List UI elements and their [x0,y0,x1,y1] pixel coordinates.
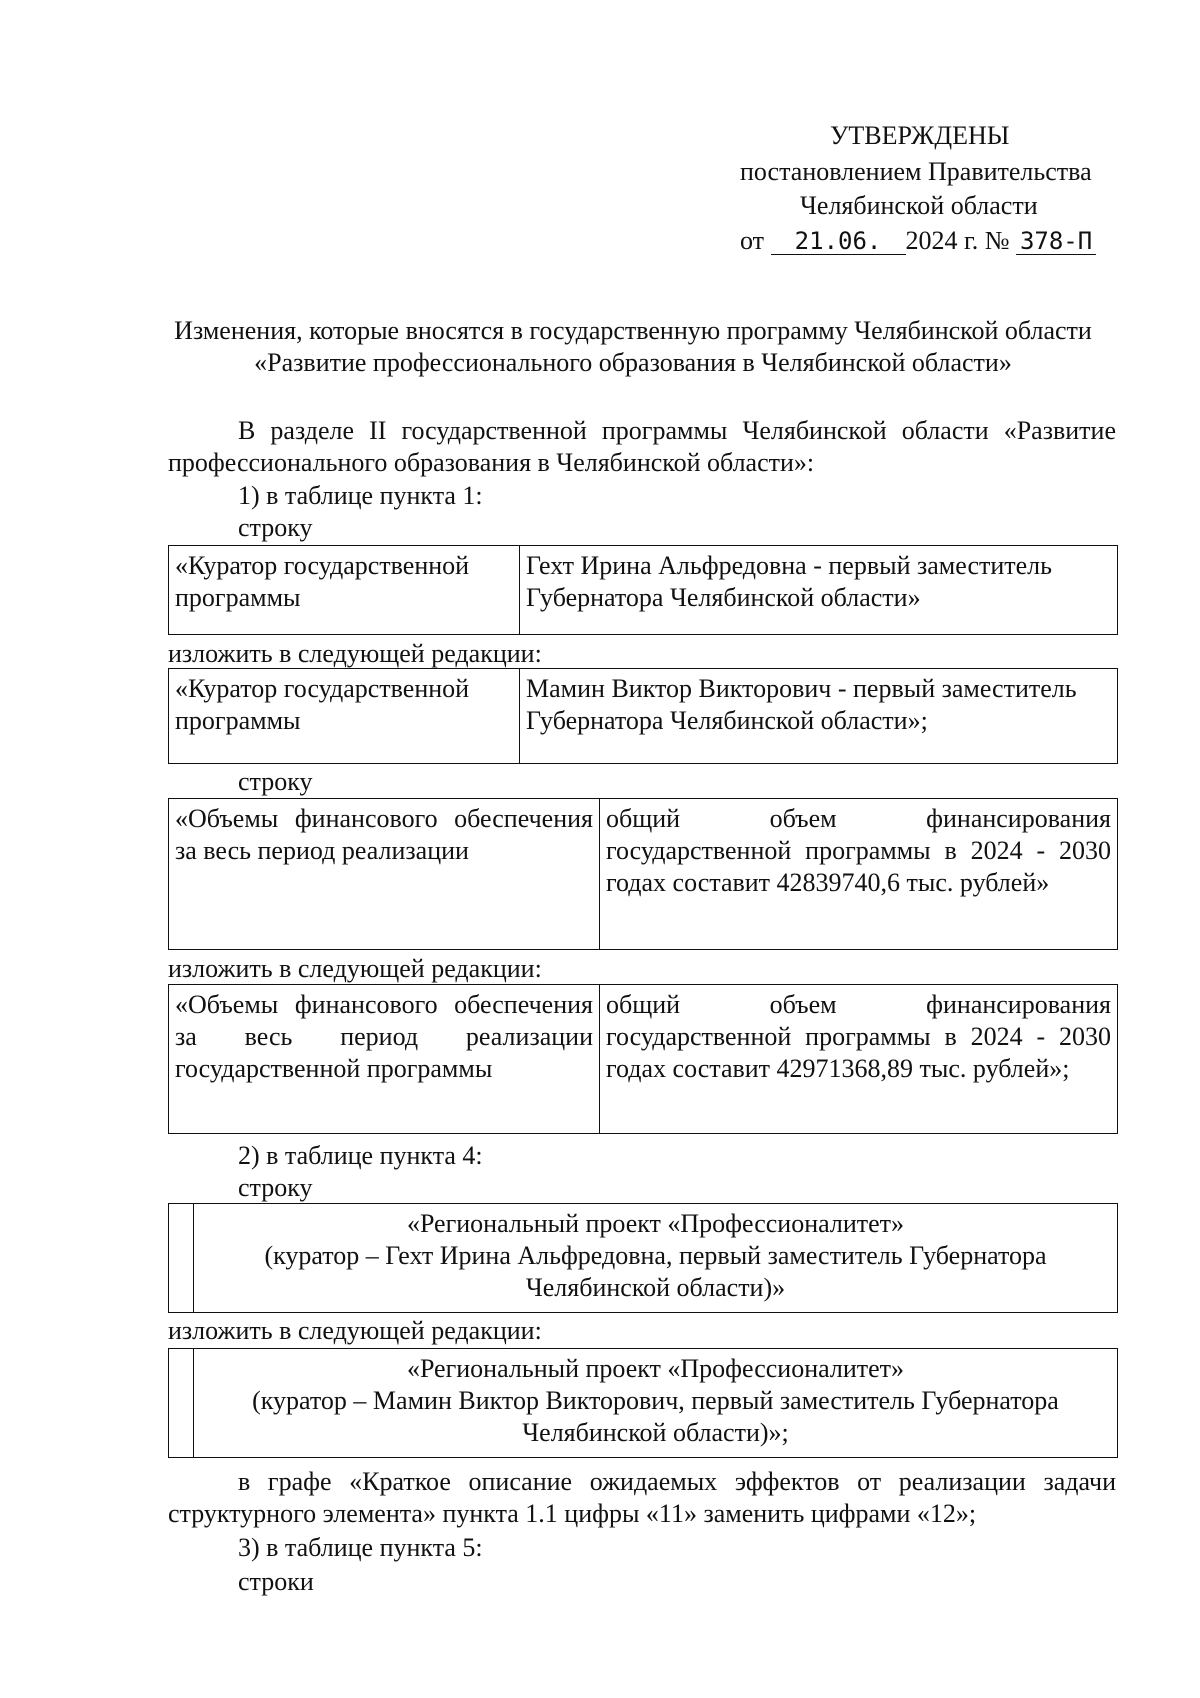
table-funding-old-right: общий объем финансирования государственной программы в 2024 - 2030 годах составит 42839740,6 тыс. рублей» [600,799,1118,950]
table-project-old-marker-cell [169,1204,194,1313]
rows-word: строки [238,1567,314,1596]
table-curator-old-right: Гехт Ирина Альфредовна - первый заместитель Губернатора Челябинской области» [520,546,1118,635]
row-word-1: строку [238,513,313,542]
table-curator-new-right: Мамин Виктор Викторович - первый заместитель Губернатора Челябинской области»; [520,669,1118,764]
row-word-2: строку [238,767,313,796]
approval-number: 378-П [1016,228,1096,255]
table-project-old-line1: «Региональный проект «Профессионалитет» [406,1209,905,1238]
approval-heading: УТВЕРЖДЕНЫ [830,121,1010,150]
table-project-new [168,1348,1118,1458]
table-curator-new [168,668,1118,764]
note-paragraph: в графе «Краткое описание ожидаемых эффектов от реализации задачи структурного элемента» пункта 1.1 цифры «11» заменить цифрами «12»; [168,1467,1116,1528]
table-project-new-line3: Челябинской области)»; [522,1418,789,1447]
table-funding-old [168,798,1118,950]
item-2-heading: 2) в таблице пункта 4: [238,1141,483,1170]
table-project-old-line3: Челябинской области)» [525,1273,786,1302]
edit-label-2: изложить в следующей редакции: [168,954,542,983]
edit-label-1: изложить в следующей редакции: [168,639,542,668]
item-3-heading: 3) в таблице пункта 5: [238,1533,483,1562]
table-project-new-content [194,1349,1118,1458]
table-funding-new-right: общий объем финансирования государственной программы в 2024 - 2030 годах составит 42971368,89 тыс. рублей»; [600,985,1118,1134]
table-project-new-line2: (куратор – Мамин Виктор Викторович, первый заместитель Губернатора [252,1386,1059,1415]
table-project-old [168,1203,1118,1313]
row-word-3: строку [238,1173,313,1202]
edit-label-3: изложить в следующей редакции: [168,1316,542,1345]
table-project-old-line2: (куратор – Гехт Ирина Альфредовна, первый заместитель Губернатора [264,1241,1047,1270]
table-curator-new-left: «Куратор государственной программы [169,669,520,764]
table-curator-old-left: «Куратор государственной программы [169,546,520,635]
approval-line-decree: постановлением Правительства [740,157,1092,186]
approval-line-region: Челябинской области [800,191,1038,220]
table-funding-old-left: «Объемы финансового обеспечения за весь период реализации [169,799,600,950]
table-project-new-line1: «Региональный проект «Профессионалитет» [406,1354,905,1383]
approval-year: 2024 г. № [905,226,1010,255]
approval-date-line [740,225,1096,257]
table-project-old-content [194,1204,1118,1313]
item-1-heading: 1) в таблице пункта 1: [238,481,483,510]
intro-paragraph: В разделе II государственной программы Челябинской области «Развитие профессионального образования в Челябинской области»: [168,416,1116,477]
approval-from-label: от [740,226,765,255]
table-curator-old [168,545,1118,635]
table-funding-new-left: «Объемы финансового обеспечения за весь период реализации государственной программы [169,985,600,1134]
table-project-new-marker-cell [169,1349,194,1458]
document-title: Изменения, которые вносятся в государственную программу Челябинской области «Развитие профессионального образования в Челябинской области» [174,316,1092,377]
table-funding-new [168,984,1118,1134]
approval-date: 21.06. [771,228,906,255]
